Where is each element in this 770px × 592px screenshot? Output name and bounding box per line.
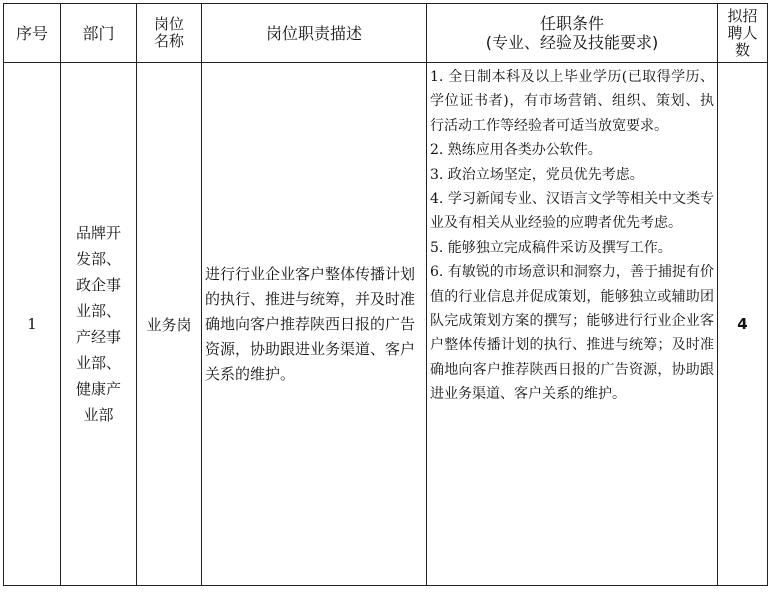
cell-count: 4 bbox=[718, 63, 768, 586]
cell-department bbox=[61, 63, 137, 586]
dept-line: 政企事 bbox=[75, 276, 121, 294]
header-seq: 序号 bbox=[4, 4, 61, 63]
dept-line: 健康产 bbox=[75, 380, 121, 398]
requirement-item: 4. 学习新闻专业、汉语言文学等相关中文类专业及有相关从业经验的应聘者优先考虑。 bbox=[430, 191, 714, 232]
requirement-item: 3. 政治立场坚定，党员优先考虑。 bbox=[430, 166, 644, 183]
header-dept: 部门 bbox=[61, 4, 137, 63]
header-requirements bbox=[427, 4, 718, 63]
header-count-line1: 拟招 bbox=[727, 6, 758, 25]
header-position-line2: 名称 bbox=[153, 32, 184, 50]
cell-seq: 1 bbox=[4, 63, 61, 586]
dept-line: 业部 bbox=[83, 406, 114, 424]
cell-description: 进行行业企业客户整体传播计划的执行、推进与统筹，并及时准确地向客户推荐陕西日报的广告资源，协助跟进业务渠道、客户关系的维护。 bbox=[202, 63, 427, 586]
requirement-item: 6. 有敏锐的市场意识和洞察力，善于捕捉有价值的行业信息并促成策划，能够独立或辅助团队完成策划方案的撰写；能够进行行业企业客户整体传播计划的执行、推进与统筹；及时准确地向客户推荐陕西日报的广告资源，协助跟进业务渠道、客户关系的维护。 bbox=[430, 264, 714, 403]
dept-line: 业部、 bbox=[75, 302, 121, 320]
header-count-line2: 聘人 bbox=[727, 23, 758, 42]
recruitment-table bbox=[3, 3, 768, 586]
dept-line: 发部、 bbox=[75, 250, 121, 268]
header-count-line3: 数 bbox=[734, 40, 750, 59]
header-position bbox=[137, 4, 202, 63]
dept-line: 产经事 bbox=[75, 328, 121, 346]
cell-position: 业务岗 bbox=[137, 63, 202, 586]
header-position-line1: 岗位 bbox=[153, 15, 184, 33]
requirement-item: 2. 熟练应用各类办公软件。 bbox=[430, 142, 602, 159]
header-requirements-line1: 任职条件 bbox=[539, 14, 604, 33]
requirement-item: 5. 能够独立完成稿件采访及撰写工作。 bbox=[430, 239, 672, 256]
header-description: 岗位职责描述 bbox=[202, 4, 427, 63]
header-requirements-line2: (专业、经验及技能要求) bbox=[485, 33, 659, 52]
header-row bbox=[4, 4, 768, 63]
dept-line: 业部、 bbox=[75, 354, 121, 372]
table-row bbox=[4, 63, 768, 586]
header-count bbox=[718, 4, 768, 63]
cell-requirements bbox=[427, 63, 718, 586]
dept-line: 品牌开 bbox=[75, 224, 121, 242]
requirement-item: 1. 全日制本科及以上毕业学历(已取得学历、学位证书者)，有市场营销、组织、策划、执行活动工作等经验者可适当放宽要求。 bbox=[430, 69, 714, 134]
